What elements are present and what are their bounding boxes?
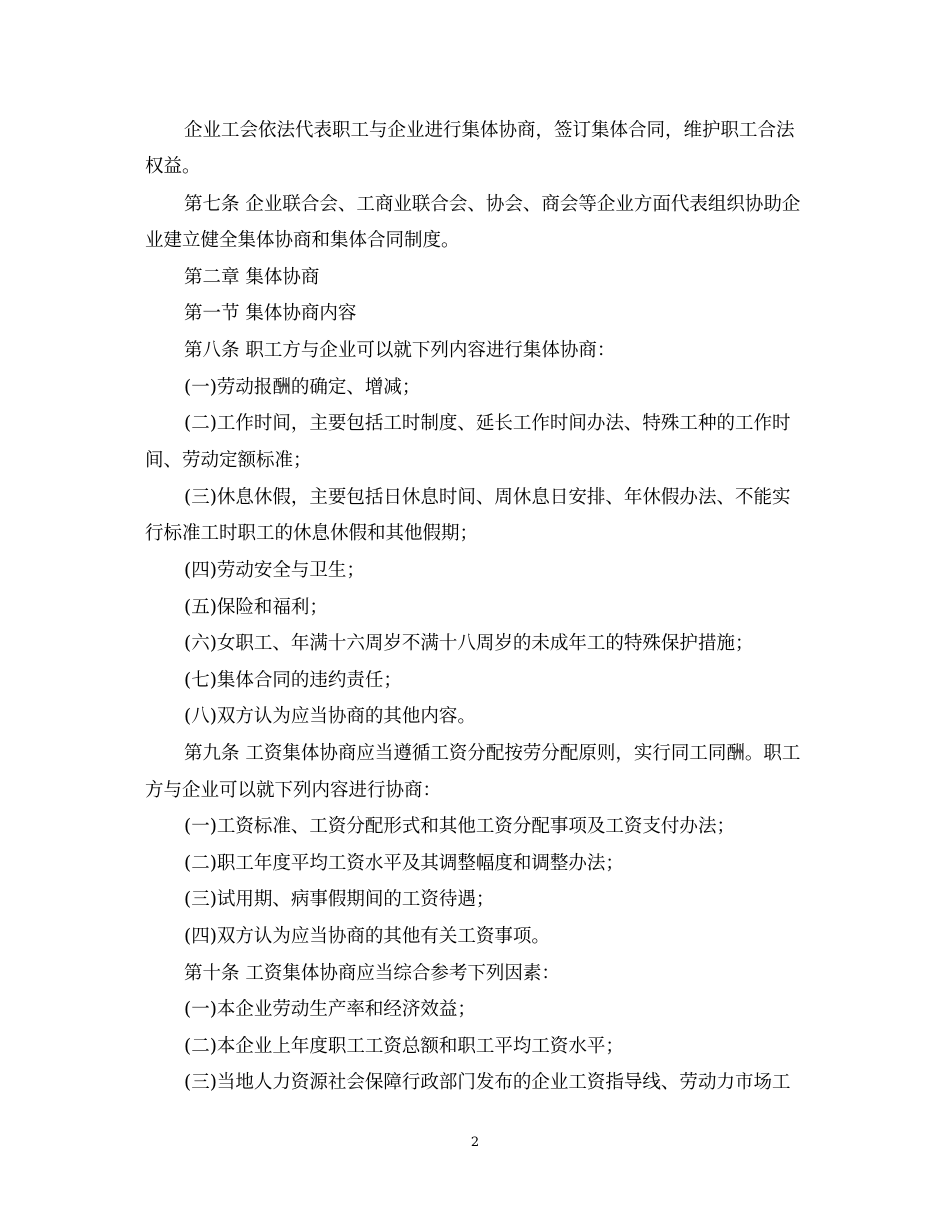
list-item: (三)试用期、病事假期间的工资待遇； <box>184 889 495 910</box>
paragraph-line: 间、劳动定额标准； <box>145 450 312 471</box>
list-item: (三)当地人力资源社会保障行政部门发布的企业工资指导线、劳动力市场工 <box>184 1072 791 1093</box>
section-heading: 第一节 集体协商内容 <box>184 303 357 324</box>
list-item: (一)劳动报酬的确定、增减； <box>184 377 421 398</box>
paragraph-line: 第九条 工资集体协商应当遵循工资分配按劳分配原则，实行同工同酬。职工 <box>184 743 801 764</box>
list-item: (三)休息休假，主要包括日休息时间、周休息日安排、年休假办法、不能实 <box>184 487 791 508</box>
list-item: (一)本企业劳动生产率和经济效益； <box>184 999 476 1020</box>
list-item: (六)女职工、年满十六周岁不满十八周岁的未成年工的特殊保护措施； <box>184 633 754 654</box>
paragraph-line: 权益。 <box>145 156 201 177</box>
list-item: (五)保险和福利； <box>184 597 328 618</box>
list-item: (一)工资标准、工资分配形式和其他工资分配事项及工资支付办法； <box>184 816 735 837</box>
list-item: (二)本企业上年度职工工资总额和职工平均工资水平； <box>184 1036 624 1057</box>
list-item: (四)双方认为应当协商的其他有关工资事项。 <box>184 926 550 947</box>
list-item: (七)集体合同的违约责任； <box>184 670 402 691</box>
paragraph-line: 第七条 企业联合会、工商业联合会、协会、商会等企业方面代表组织协助企 <box>184 194 801 215</box>
page-number: 2 <box>470 1135 480 1150</box>
paragraph-line: 行标准工时职工的休息休假和其他假期； <box>145 523 479 544</box>
list-item: (二)工作时间，主要包括工时制度、延长工作时间办法、特殊工种的工作时 <box>184 413 791 434</box>
paragraph-line: 企业工会依法代表职工与企业进行集体协商，签订集体合同，维护职工合法 <box>184 120 795 141</box>
paragraph-line: 方与企业可以就下列内容进行协商： <box>145 780 442 801</box>
list-item: (二)职工年度平均工资水平及其调整幅度和调整办法； <box>184 853 624 874</box>
paragraph-line: 业建立健全集体协商和集体合同制度。 <box>145 230 460 251</box>
list-item: (四)劳动安全与卫生； <box>184 560 365 581</box>
list-item: (八)双方认为应当协商的其他内容。 <box>184 706 476 727</box>
chapter-heading: 第二章 集体协商 <box>184 267 320 288</box>
paragraph-line: 第八条 职工方与企业可以就下列内容进行集体协商： <box>184 340 616 361</box>
paragraph-line: 第十条 工资集体协商应当综合参考下列因素： <box>184 963 560 984</box>
